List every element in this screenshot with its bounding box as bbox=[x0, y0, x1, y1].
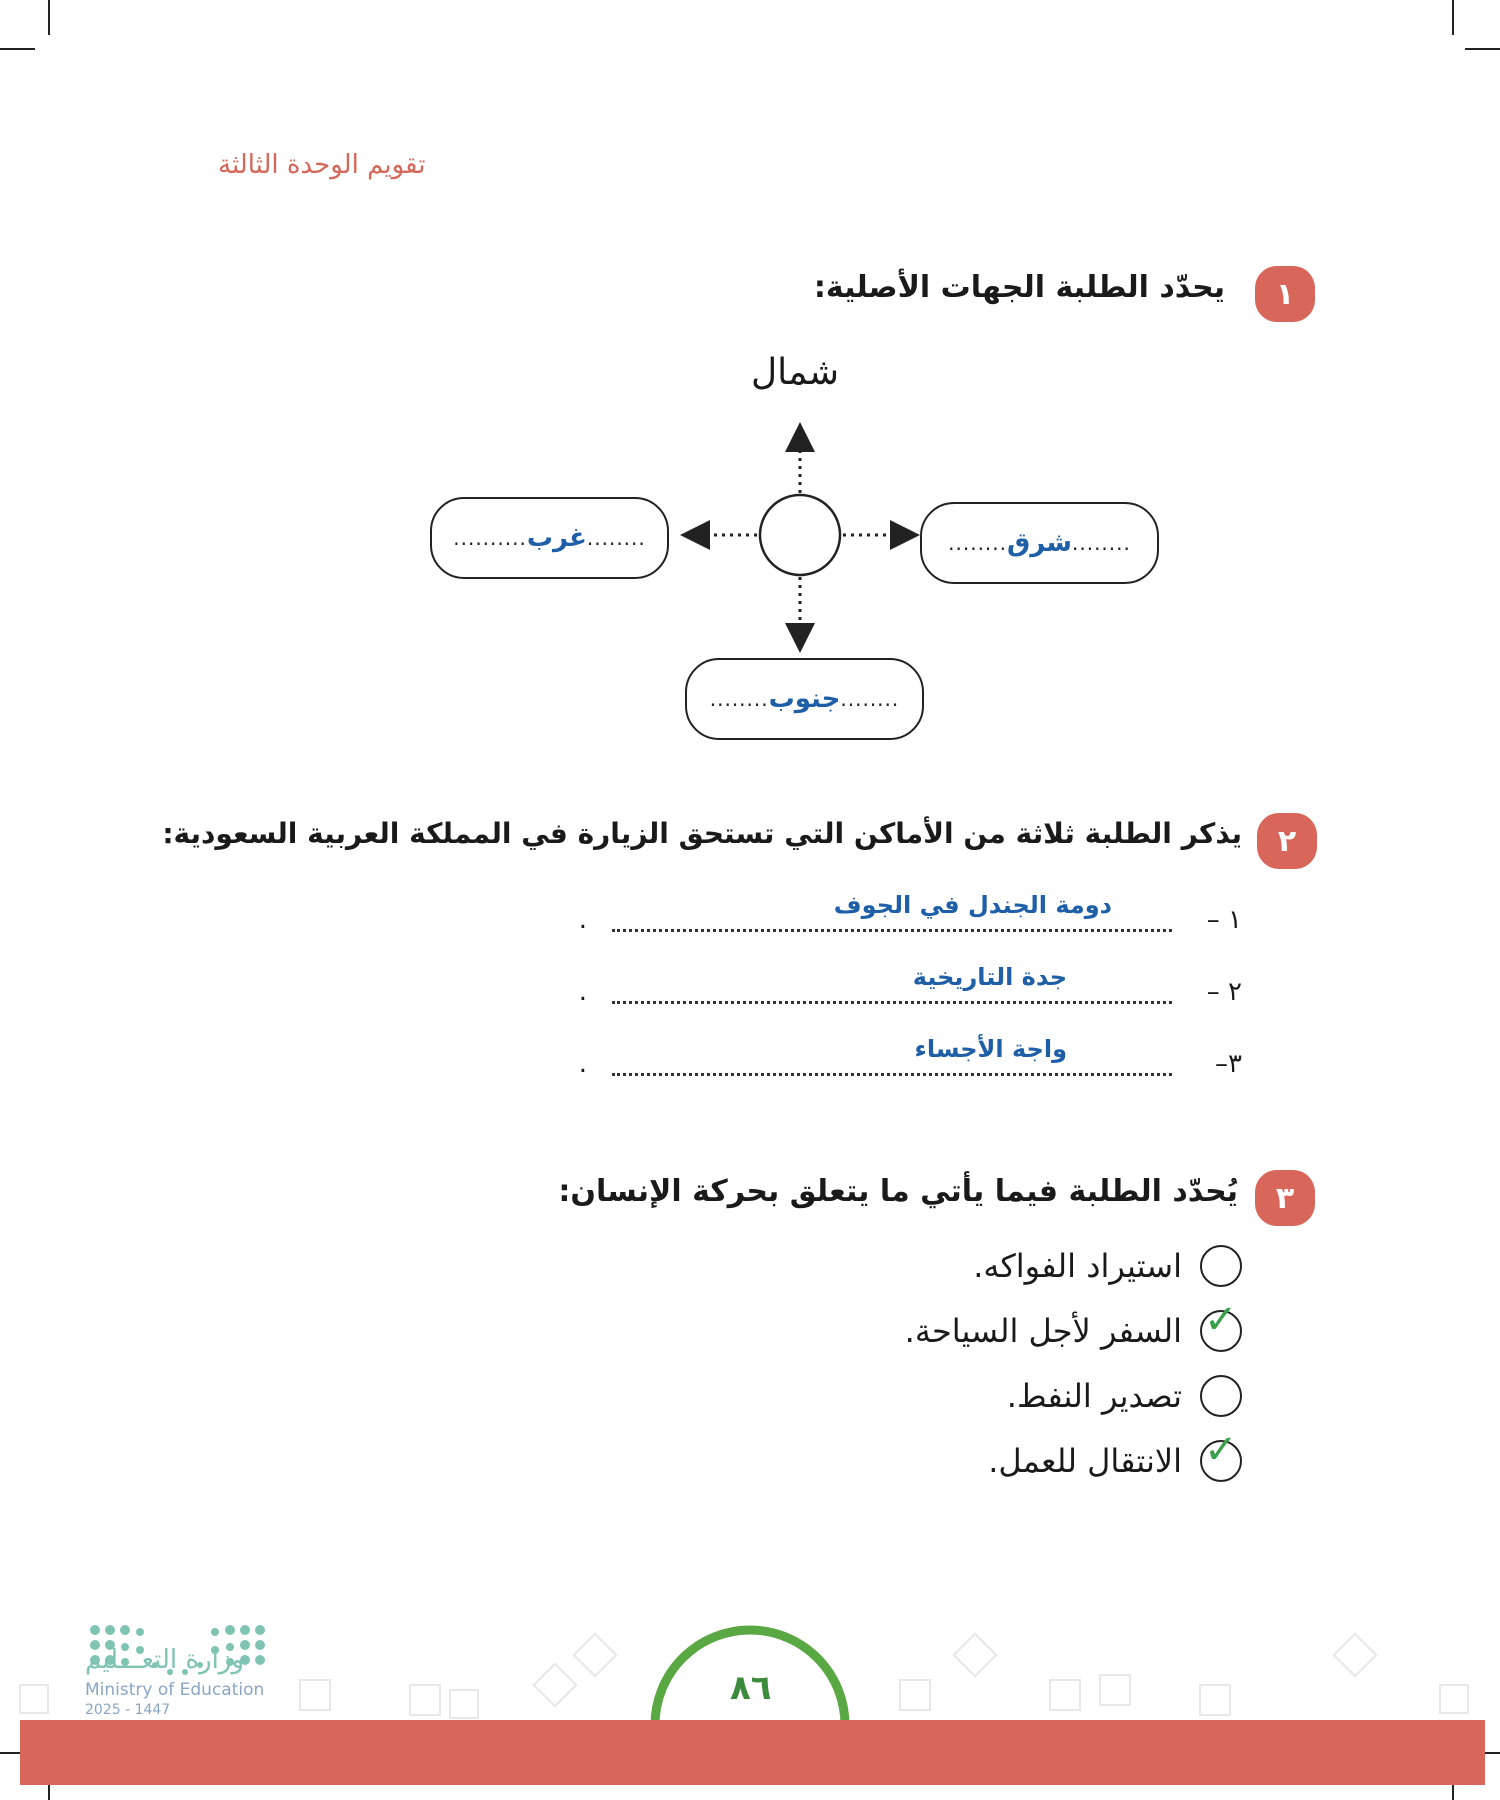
option-label: تصدير النفط. bbox=[1006, 1377, 1182, 1415]
option-checkbox[interactable] bbox=[1200, 1427, 1242, 1482]
check-mark-icon: ✓ bbox=[1204, 1297, 1238, 1343]
option-label: استيراد الفواكه. bbox=[973, 1247, 1182, 1285]
footer-band bbox=[20, 1720, 1485, 1785]
south-answer: جنوب bbox=[768, 684, 841, 714]
option-row bbox=[1007, 1375, 1242, 1417]
option-checkbox[interactable] bbox=[1200, 1297, 1242, 1352]
west-answer-box: .......... غرب ........ bbox=[430, 497, 669, 579]
check-mark-icon: ✓ bbox=[1204, 1427, 1238, 1473]
list-item: ٣– واجة الأجساء . bbox=[578, 1034, 1242, 1079]
question-1-badge: ١ bbox=[1255, 266, 1315, 322]
option-label: السفر لأجل السياحة. bbox=[904, 1312, 1182, 1350]
place-answer: دومة الجندل في الجوف bbox=[833, 890, 1112, 919]
ministry-name-english: Ministry of Education bbox=[85, 1680, 265, 1700]
option-checkbox[interactable] bbox=[1200, 1375, 1242, 1417]
question-1-text: يحدّد الطلبة الجهات الأصلية: bbox=[813, 270, 1225, 305]
east-answer: شرق bbox=[1007, 528, 1072, 558]
question-3-text: يُحدّد الطلبة فيما يأتي ما يتعلق بحركة الإنسان: bbox=[558, 1174, 1238, 1209]
option-row bbox=[904, 1297, 1242, 1352]
question-2-badge: ٢ bbox=[1257, 813, 1317, 869]
place-answer: واجة الأجساء bbox=[914, 1034, 1067, 1063]
south-answer-box: ........ جنوب ........ bbox=[685, 658, 924, 740]
place-answer: جدة التاريخية bbox=[912, 962, 1067, 991]
ministry-name-arabic: وزارة التعـــليم bbox=[85, 1645, 244, 1675]
list-item: ١ – دومة الجندل في الجوف . bbox=[578, 890, 1242, 935]
compass-center-circle bbox=[760, 495, 840, 575]
east-answer-box: ........ شرق ........ bbox=[920, 502, 1159, 584]
edition-year: 2025 - 1447 bbox=[85, 1702, 171, 1718]
question-2-text: يذكر الطلبة ثلاثة من الأماكن التي تستحق الزيارة في المملكة العربية السعودية: bbox=[162, 817, 1242, 850]
page-header-title: تقويم الوحدة الثالثة bbox=[218, 150, 426, 180]
question-3-badge: ٣ bbox=[1255, 1170, 1315, 1226]
list-item: ٢ – جدة التاريخية . bbox=[578, 962, 1242, 1007]
page-number: ٨٦ bbox=[730, 1668, 772, 1708]
compass-north-label: شمال bbox=[750, 352, 840, 393]
option-row bbox=[973, 1245, 1242, 1287]
west-answer: غرب bbox=[526, 523, 587, 553]
option-row bbox=[988, 1427, 1242, 1482]
option-checkbox[interactable] bbox=[1200, 1245, 1242, 1287]
option-label: الانتقال للعمل. bbox=[988, 1442, 1182, 1480]
